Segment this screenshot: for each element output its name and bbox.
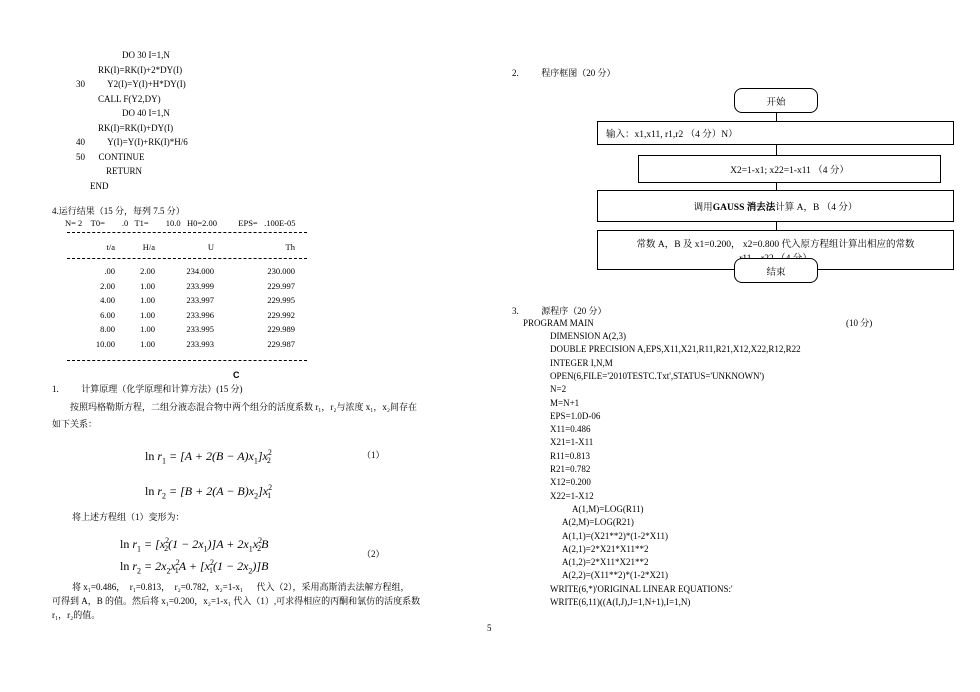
table-cell: 10.00	[95, 338, 115, 349]
code-line: A(1,2)=2*X11*X21**2	[562, 557, 649, 568]
table-header-cell: Th	[285, 242, 295, 252]
flow-gauss-pre: 调用	[693, 203, 713, 213]
code-line: DO 30 I=1,N	[122, 50, 170, 60]
page-number: 5	[487, 623, 492, 633]
table-cell: 233.996	[186, 309, 214, 320]
table-cell: 1.00	[140, 280, 155, 291]
table-cell: 233.997	[186, 295, 214, 305]
code-line: R21=0.782	[550, 464, 591, 474]
code-line: WRITE(6,*)'ORIGINAL LINEAR EQUATIONS:'	[550, 583, 733, 594]
flow-gauss-box	[597, 190, 954, 222]
table-cell: 229.995	[267, 295, 295, 305]
table-header-cell: U	[207, 242, 214, 252]
flow-gauss-post: 计算 A，B （4 分）	[775, 203, 858, 213]
section-1-title: 1. 计算原理（化学原理和计算方法）(15 分)	[52, 384, 243, 394]
equation-2-number: （2）	[362, 549, 385, 559]
code-line: A(1,M)=LOG(R11)	[572, 503, 644, 514]
final-paragraph-line-1: 将 x₁=0.486， r₁=0.813， r₂=0.782，x₂=1-x₁ 代入（2），采用高斯消去法解方程组，	[72, 582, 410, 592]
table-header-cell: H/a	[142, 242, 155, 252]
flow-end-node: 结束	[734, 258, 818, 283]
code-line: INTEGER I,N,M	[550, 357, 613, 368]
code-line: A(2,2)=(X11**2)*(1-2*X21)	[562, 570, 668, 581]
final-paragraph-line-2: 可得到 A，B 的值。然后将 x₁=0.200，x₂=1-x₁ 代入（1）,可求得相应的丙酮和氯仿的活度系数	[52, 596, 421, 606]
code-line: CALL F(Y2,DY)	[98, 93, 161, 104]
table-header-cell: t/a	[106, 242, 115, 252]
flow-gauss-bold: GAUSS 消去法	[712, 203, 776, 213]
code-line: X12=0.200	[550, 477, 591, 488]
equation-2b: $\ln r_2 = 2x_2x^2_1A + [x^2_1(1 - 2x_2)]B$	[120, 558, 269, 576]
section-2-title: 2. 程序框图（20 分）	[512, 68, 616, 78]
table-cell: 229.989	[267, 324, 295, 334]
code-line: WRITE(6,11)((A(I,J),J=1,N+1),I=1,N)	[550, 597, 691, 607]
code-line: DO 40 I=1,N	[122, 108, 170, 118]
table-cell: 2.00	[140, 266, 155, 276]
table-cell: 2.00	[100, 280, 115, 291]
section-c-marker: C	[233, 370, 240, 380]
table-cell: 229.997	[267, 280, 295, 291]
code-line: A(2,M)=LOG(R21)	[562, 517, 634, 528]
equation-1: $\ln r_1 = [A + 2(B - A)x_1]x^2_2$	[145, 448, 272, 466]
code-line: A(1,1)=(X21**2)*(1-2*X11)	[562, 530, 668, 541]
code-line: RETURN	[106, 166, 142, 176]
table-cell: 233.999	[186, 280, 214, 291]
section-1-paragraph-cont: 如下关系：	[52, 419, 98, 429]
table-cell: 229.987	[267, 338, 295, 349]
code-line: X11=0.486	[550, 424, 591, 435]
code-line: R11=0.813	[550, 450, 590, 461]
result-heading: 4.运行结果（15 分，每列 7.5 分）	[52, 206, 185, 216]
flow-start-node: 开始	[734, 88, 818, 113]
section-3-title: 3. 源程序（20 分）	[512, 306, 607, 316]
flow-constant-line-1: 常数 A，B 及 x1=0.200， x2=0.800 代入原方程组计算出相应的常数	[636, 240, 915, 250]
equation-1b: $\ln r_2 = [B + 2(A - B)x_2]x^2_1$	[145, 483, 273, 501]
table-cell: 1.00	[140, 295, 155, 305]
code-line: 40 Y(I)=Y(I)+RK(I)*H/6	[76, 137, 188, 147]
result-params: N= 2 T0= .0 T1= 10.0 H0=2.00 EPS= .100E-05	[65, 218, 296, 228]
table-cell: 4.00	[100, 295, 115, 305]
code-line: 50 CONTINUE	[76, 151, 145, 162]
code-line: DIMENSION A(2,3)	[550, 331, 626, 341]
code-line: N=2	[550, 384, 567, 395]
flow-input-box: 输入：x1,x11, r1,r2 （4 分）N）	[597, 121, 954, 145]
equation-2a: $\ln r_1 = [x^2_2(1 - 2x_1)]A + 2x_1x^2_2B$	[120, 536, 269, 554]
code-line: DOUBLE PRECISION A,EPS,X11,X21,R11,R21,X12,X22,R12,R22	[550, 344, 801, 355]
program-score: (10 分)	[846, 318, 873, 328]
table-cell: 234.000	[186, 266, 214, 276]
table-cell: 233.995	[186, 324, 214, 334]
table-cell: 230.000	[267, 266, 295, 276]
table-cell: 8.00	[100, 324, 115, 334]
code-line: END	[90, 180, 109, 191]
equation-1-number: （1）	[362, 450, 385, 460]
code-line: M=N+1	[550, 397, 580, 408]
program-main: PROGRAM MAIN	[523, 318, 594, 328]
transform-text: 将上述方程组（1）变形为：	[72, 512, 185, 522]
final-paragraph-line-3: r₁，r₂的值。	[52, 610, 101, 620]
section-1-paragraph: 按照玛格勒斯方程，二组分液态混合物中两个组分的活度系数 r₁，r₂与浓度 x₁，x₂间存在	[70, 402, 418, 412]
code-line: OPEN(6,FILE='2010TESTC.Txt',STATUS='UNKNOWN')	[550, 370, 765, 381]
code-line: EPS=1.0D-06	[550, 410, 601, 421]
code-line: X22=1-X12	[550, 490, 594, 501]
table-cell: 1.00	[140, 324, 155, 334]
code-line: X21=1-X11	[550, 437, 594, 448]
code-line: A(2,1)=2*X21*X11**2	[562, 543, 649, 554]
table-cell: 1.00	[140, 309, 155, 320]
code-line: RK(I)=RK(I)+2*DY(I)	[98, 64, 183, 75]
table-cell: .00	[104, 266, 115, 276]
table-cell: 233.993	[186, 338, 214, 349]
flow-assign-box: X2=1-x1; x22=1-x11 （4 分）	[638, 155, 941, 183]
table-cell: 1.00	[140, 338, 155, 349]
code-line: 30 Y2(I)=Y(I)+H*DY(I)	[76, 79, 186, 89]
table-cell: 229.992	[267, 309, 295, 320]
table-cell: 6.00	[100, 309, 115, 320]
code-line: RK(I)=RK(I)+DY(I)	[98, 122, 174, 133]
